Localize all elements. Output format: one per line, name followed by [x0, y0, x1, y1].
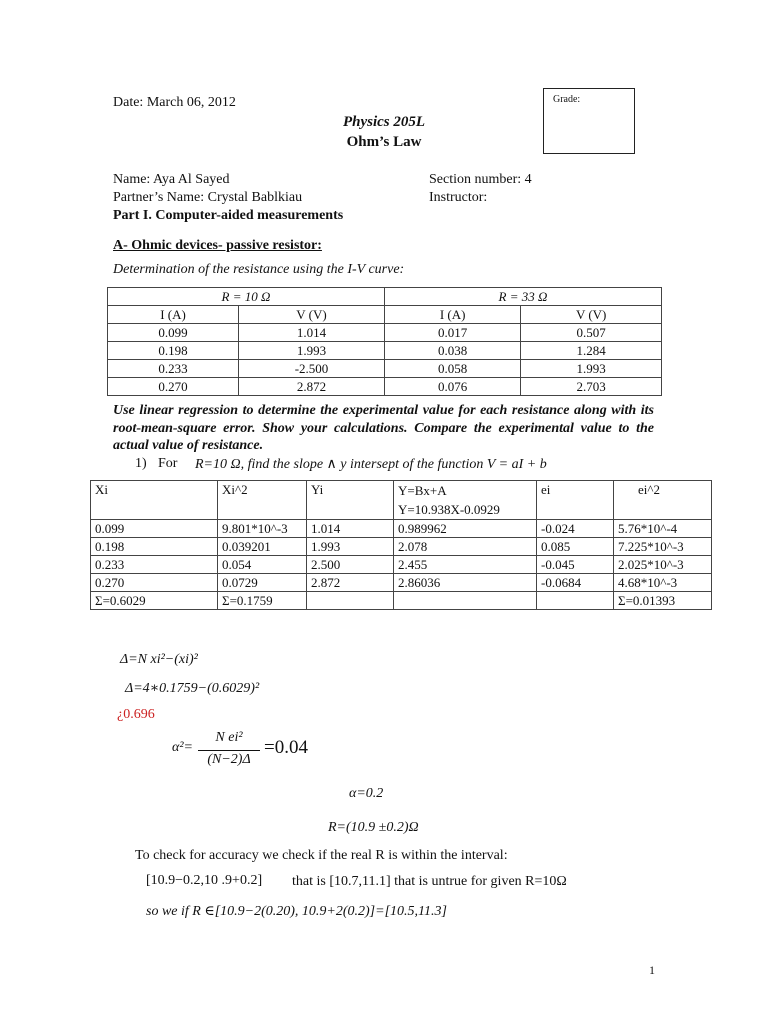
- table-cell: 9.801*10^-3: [218, 520, 307, 538]
- step-number: 1): [135, 456, 147, 471]
- table-cell: 2.872: [239, 378, 385, 396]
- page-title: Ohm’s Law: [346, 134, 422, 150]
- table-cell: 2.025*10^-3: [614, 556, 712, 574]
- regression-equation: Y=10.938X-0.0929: [398, 502, 500, 517]
- delta-calculation: Δ=4∗0.1759−(0.6029)²: [125, 681, 260, 696]
- header-main: Y=Bx+A: [398, 483, 447, 498]
- table-cell: 0.507: [521, 324, 662, 342]
- table-cell: 0.099: [91, 520, 218, 538]
- table-cell: 0.017: [384, 324, 520, 342]
- table-row: [108, 378, 662, 396]
- table-cell: 0.054: [218, 556, 307, 574]
- table-row: [108, 288, 662, 306]
- column-header: Xi: [91, 481, 218, 520]
- delta-result: ¿0.696: [117, 707, 155, 722]
- table-row: [108, 306, 662, 324]
- table-cell: 0.233: [108, 360, 239, 378]
- section-a-subheading: Determination of the resistance using the I-V curve:: [113, 262, 405, 277]
- partner-name: Partner’s Name: Crystal Bablkiau: [113, 190, 303, 205]
- table-cell: 1.993: [307, 538, 394, 556]
- column-header: V (V): [521, 306, 662, 324]
- section-a-heading: A- Ohmic devices- passive resistor:: [113, 238, 322, 253]
- student-name: Name: Aya Al Sayed: [113, 172, 230, 187]
- interval-note: that is [10.7,11.1] that is untrue for given R=10Ω: [292, 874, 567, 889]
- column-header: ei^2: [614, 481, 712, 520]
- table-cell: 0.270: [108, 378, 239, 396]
- table-cell: 0.076: [384, 378, 520, 396]
- step-formula: R=10 Ω, find the slope ∧ y intersept of the function V = aI + b: [195, 457, 547, 472]
- table-cell: 0.233: [91, 556, 218, 574]
- group-header: R = 33 Ω: [384, 288, 661, 306]
- alpha-result: =0.04: [264, 737, 308, 758]
- table-cell: 7.225*10^-3: [614, 538, 712, 556]
- table-cell: 4.68*10^-3: [614, 574, 712, 592]
- instructor: Instructor:: [429, 190, 488, 205]
- delta-definition: Δ=N xi²−(xi)²: [120, 652, 198, 667]
- table-cell: 2.86036: [394, 574, 537, 592]
- table-cell: 5.76*10^-4: [614, 520, 712, 538]
- table-cell: [394, 592, 537, 610]
- section-number: Section number: 4: [429, 172, 532, 187]
- table-cell: 0.038: [384, 342, 520, 360]
- table-row: [108, 342, 662, 360]
- column-header: [394, 481, 537, 520]
- table-cell: 0.039201: [218, 538, 307, 556]
- expanded-interval: so we if R ∈[10.9−2(0.20), 10.9+2(0.2)]=[10.5,11.3]: [146, 904, 447, 919]
- table-cell: 2.872: [307, 574, 394, 592]
- table-cell: Σ=0.6029: [91, 592, 218, 610]
- table-cell: Σ=0.01393: [614, 592, 712, 610]
- page-number: 1: [649, 963, 655, 977]
- r-value: R=(10.9 ±0.2)Ω: [328, 820, 419, 835]
- table-cell: 0.198: [91, 538, 218, 556]
- alpha-denominator: (N−2)Δ: [207, 752, 251, 767]
- table-row: [108, 324, 662, 342]
- table-cell: 2.078: [394, 538, 537, 556]
- accuracy-check: To check for accuracy we check if the real R is within the interval:: [135, 848, 508, 863]
- table-cell: -0.045: [537, 556, 614, 574]
- group-header: R = 10 Ω: [108, 288, 385, 306]
- fraction-bar: [198, 750, 260, 751]
- table-cell: 0.989962: [394, 520, 537, 538]
- table-cell: -2.500: [239, 360, 385, 378]
- table-cell: 0.099: [108, 324, 239, 342]
- table-row: [91, 556, 712, 574]
- table-cell: 1.284: [521, 342, 662, 360]
- table-row: [91, 520, 712, 538]
- table-row: [108, 360, 662, 378]
- step-text: For: [158, 456, 178, 471]
- column-header: I (A): [108, 306, 239, 324]
- part-heading: Part I. Computer-aided measurements: [113, 208, 344, 223]
- table-cell: [307, 592, 394, 610]
- table-cell: 0.0729: [218, 574, 307, 592]
- table-cell: 2.500: [307, 556, 394, 574]
- table-row: [91, 574, 712, 592]
- column-header: I (A): [384, 306, 520, 324]
- course-title: Physics 205L: [342, 114, 426, 130]
- table-cell: 2.703: [521, 378, 662, 396]
- table-row: [91, 538, 712, 556]
- alpha-lhs: α²=: [172, 740, 193, 755]
- table-cell: 1.014: [239, 324, 385, 342]
- table-cell: 0.198: [108, 342, 239, 360]
- regression-table: [90, 480, 712, 610]
- grade-label: Grade:: [553, 94, 581, 105]
- table-cell: 0.270: [91, 574, 218, 592]
- date-line: Date: March 06, 2012: [113, 95, 236, 110]
- table-cell: Σ=0.1759: [218, 592, 307, 610]
- table-cell: 1.993: [521, 360, 662, 378]
- table-cell: 0.085: [537, 538, 614, 556]
- column-header: Yi: [307, 481, 394, 520]
- column-header: ei: [537, 481, 614, 520]
- table-cell: -0.024: [537, 520, 614, 538]
- table-cell: 1.993: [239, 342, 385, 360]
- alpha-numerator: N ei²: [215, 730, 243, 745]
- interval: [10.9−0.2,10 .9+0.2]: [146, 873, 263, 888]
- column-header: V (V): [239, 306, 385, 324]
- table-cell: 1.014: [307, 520, 394, 538]
- resistance-table: [107, 287, 662, 396]
- instruction-paragraph: Use linear regression to determine the experimental value for each resistance along with its root-mean-square error. Show your calculations. Compare the experimental value to the actual value of resistance.: [113, 403, 654, 453]
- table-cell: 2.455: [394, 556, 537, 574]
- table-cell: 0.058: [384, 360, 520, 378]
- table-cell: -0.0684: [537, 574, 614, 592]
- column-header: Xi^2: [218, 481, 307, 520]
- table-cell: [537, 592, 614, 610]
- alpha-value: α=0.2: [349, 786, 384, 801]
- table-row: [91, 592, 712, 610]
- table-row: [91, 481, 712, 520]
